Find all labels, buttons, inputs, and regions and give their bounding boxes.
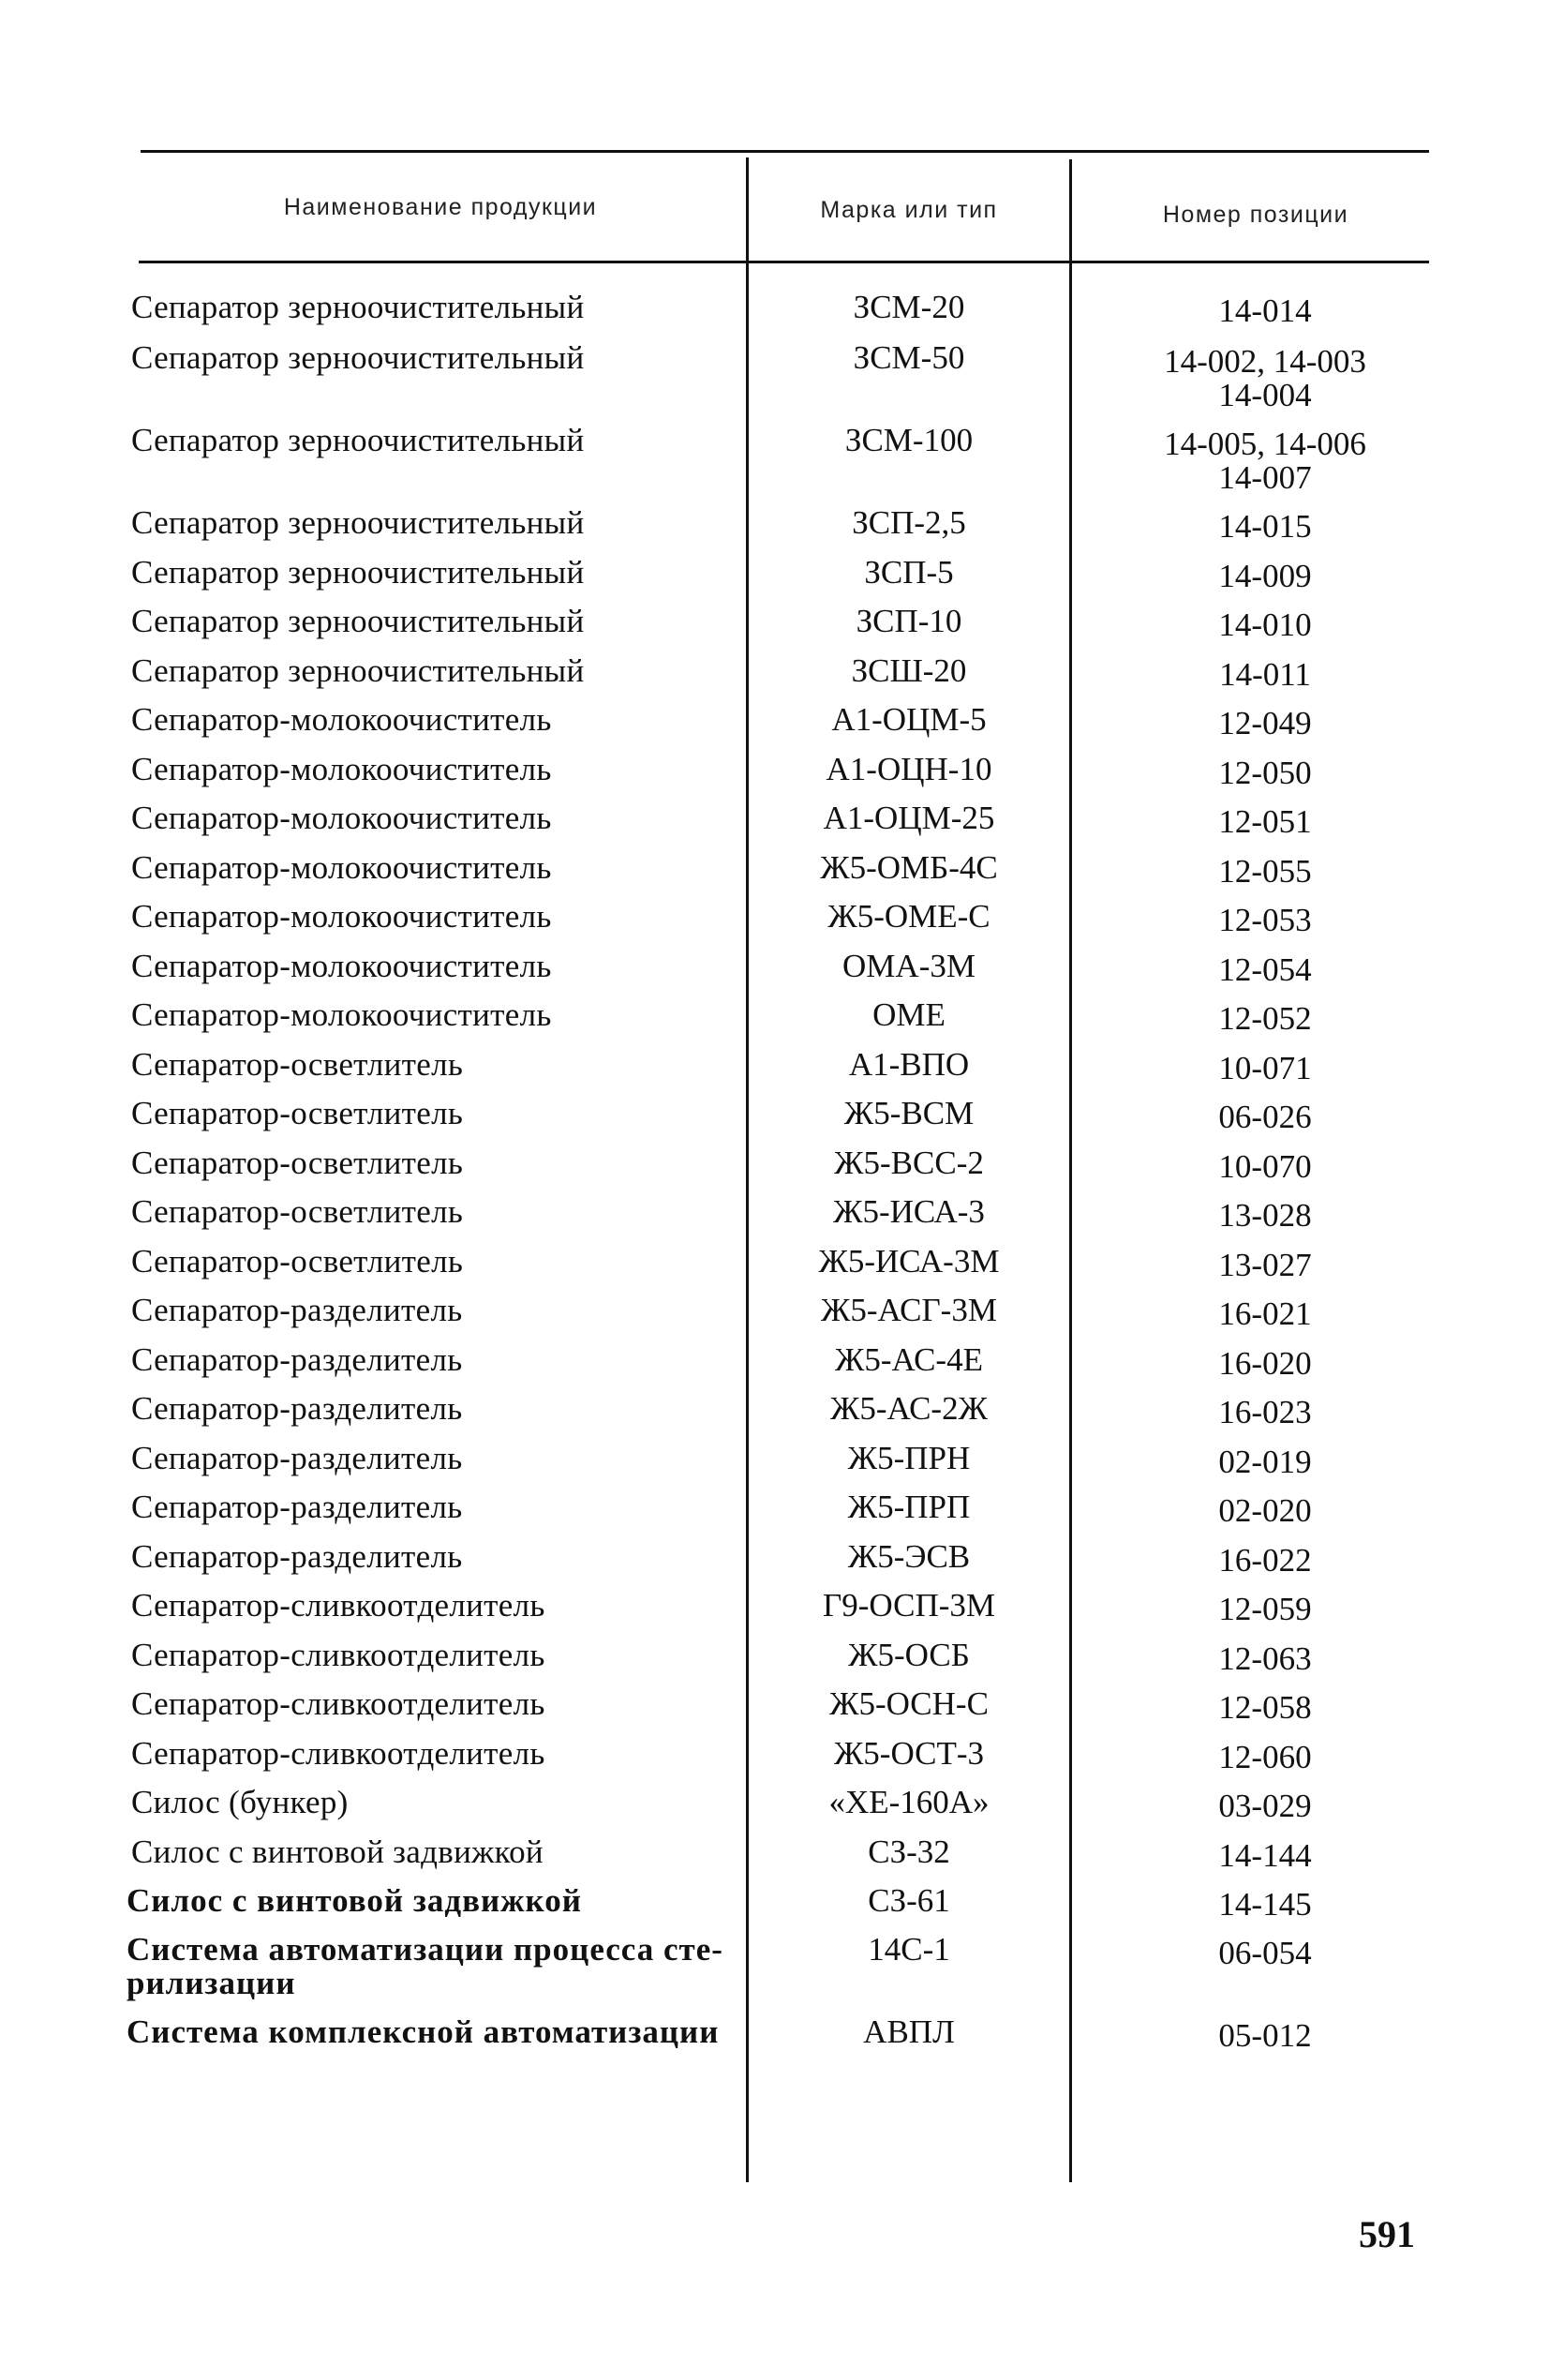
header-product-name: Наименование продукции xyxy=(283,194,598,220)
position-cell: 12-059 xyxy=(1218,1591,1312,1627)
type-cell: Г9-ОСП-3М xyxy=(823,1587,995,1624)
product-name-cell: Сепаратор зерноочистительный xyxy=(131,289,585,325)
type-cell: ЗСП-2,5 xyxy=(852,504,966,541)
type-cell: Ж5-ВСС-2 xyxy=(834,1145,984,1181)
product-name-cell: Сепаратор зерноочистительный xyxy=(131,339,585,376)
position-cell: 12-049 xyxy=(1218,705,1312,741)
type-cell: А1-ОЦМ-25 xyxy=(823,800,995,836)
product-name-cell: Сепаратор-молокоочиститель xyxy=(131,948,552,984)
type-cell: А1-ВПО xyxy=(848,1046,970,1083)
position-cell: 03-029 xyxy=(1218,1788,1312,1824)
type-cell: Ж5-АС-4Е xyxy=(835,1341,983,1378)
position-cell: 16-020 xyxy=(1218,1345,1312,1382)
type-cell: Ж5-ПРП xyxy=(847,1489,971,1525)
product-name-cell: Сепаратор зерноочистительный xyxy=(131,603,585,639)
type-cell: ЗСМ-20 xyxy=(853,289,965,325)
product-name-cell: Силос (бункер) xyxy=(131,1784,349,1820)
type-cell: ЗСП-5 xyxy=(864,554,954,591)
product-name-cell: Сепаратор-осветлитель xyxy=(131,1095,464,1131)
type-cell: Ж5-ОСБ xyxy=(848,1637,970,1673)
position-cell: 12-054 xyxy=(1218,951,1312,988)
type-cell: Ж5-ПРН xyxy=(847,1440,971,1476)
position-cell: 02-020 xyxy=(1218,1492,1312,1529)
product-name-cell: Сепаратор-разделитель xyxy=(131,1538,463,1575)
type-cell: ЗСМ-50 xyxy=(853,339,965,376)
type-cell: ОМЕ xyxy=(872,996,946,1033)
product-name-cell: Сепаратор-молокоочиститель xyxy=(131,996,552,1033)
position-cell: 14-009 xyxy=(1218,558,1312,594)
position-cell: 12-052 xyxy=(1218,1000,1312,1037)
type-cell: ЗСШ-20 xyxy=(851,652,967,689)
product-name-cell: Сепаратор-сливкоотделитель xyxy=(131,1637,545,1673)
position-cell: 16-022 xyxy=(1218,1542,1312,1579)
position-cell: 13-027 xyxy=(1218,1247,1312,1283)
type-cell: Ж5-ИСА-3М xyxy=(818,1243,1000,1280)
product-name-cell: Сепаратор-разделитель xyxy=(131,1489,463,1525)
top-rule xyxy=(141,150,1429,153)
product-name-cell: Силос с винтовой задвижкой xyxy=(131,1834,544,1870)
header-bottom-rule xyxy=(139,261,1429,263)
position-cell: 14-011 xyxy=(1219,656,1311,693)
product-name-cell: Сепаратор-разделитель xyxy=(131,1440,463,1476)
position-cell: 06-026 xyxy=(1218,1099,1312,1135)
position-cell: 02-019 xyxy=(1218,1444,1312,1480)
product-name-cell: Силос с винтовой задвижкой xyxy=(127,1882,582,1919)
product-name-cell: Сепаратор-осветлитель xyxy=(131,1243,464,1280)
product-name-cell: Сепаратор-сливкоотделитель xyxy=(131,1685,545,1722)
product-name-cell: Сепаратор-молокоочиститель xyxy=(131,849,552,886)
type-cell: СЗ-61 xyxy=(868,1882,950,1919)
product-name-cell: Сепаратор-молокоочиститель xyxy=(131,701,552,738)
page-number: 591 xyxy=(1359,2213,1415,2255)
product-name-cell: Сепаратор-разделитель xyxy=(131,1292,463,1328)
type-cell: ОМА-3М xyxy=(842,948,976,984)
position-cell: 13-028 xyxy=(1218,1197,1312,1234)
position-cell: 14-014 xyxy=(1218,292,1312,329)
type-cell: Ж5-ОСН-С xyxy=(829,1685,989,1722)
type-cell: Ж5-ЭСВ xyxy=(847,1538,971,1575)
product-name-cell: Сепаратор зерноочистительный xyxy=(131,504,585,541)
position-cell: 12-060 xyxy=(1218,1739,1312,1775)
position-cell: 16-021 xyxy=(1218,1295,1312,1332)
position-cell: 12-050 xyxy=(1218,755,1312,791)
product-name-cell: Система комплексной автоматизации xyxy=(127,2013,720,2050)
position-cell: 10-070 xyxy=(1218,1148,1312,1185)
product-name-cell: Сепаратор-молокоочиститель xyxy=(131,751,552,787)
type-cell: Ж5-ОМЕ-С xyxy=(827,898,990,935)
position-cell: 14-015 xyxy=(1218,508,1312,545)
column-divider-1 xyxy=(746,157,749,2182)
type-cell: Ж5-ОСТ-3 xyxy=(833,1735,985,1772)
product-name-cell: Сепаратор-молокоочиститель xyxy=(131,898,552,935)
type-cell: СЗ-32 xyxy=(868,1834,950,1870)
position-cell: 12-053 xyxy=(1218,902,1312,938)
product-name-cell: Сепаратор-разделитель xyxy=(131,1341,463,1378)
position-cell: 12-063 xyxy=(1218,1640,1312,1677)
type-cell: 14С-1 xyxy=(868,1931,950,1968)
product-name-cell: Сепаратор-разделитель xyxy=(131,1390,463,1427)
position-cell: 12-051 xyxy=(1218,803,1312,840)
type-cell: Ж5-ВСМ xyxy=(843,1095,975,1131)
position-cell: 12-058 xyxy=(1218,1689,1312,1726)
position-cell: 14-144 xyxy=(1218,1837,1312,1874)
position-cell: 06-054 xyxy=(1218,1935,1312,1971)
type-cell: «ХЕ-160А» xyxy=(828,1784,990,1820)
product-name-cell: Сепаратор-молокоочиститель xyxy=(131,800,552,836)
position-cell: 14-010 xyxy=(1218,606,1312,643)
product-name-cell: Сепаратор зерноочистительный xyxy=(131,554,585,591)
type-cell: ЗСМ-100 xyxy=(844,422,974,458)
header-type: Марка или тип xyxy=(820,197,998,223)
type-cell: Ж5-ИСА-3 xyxy=(833,1193,985,1230)
product-name-cell: Сепаратор-осветлитель xyxy=(131,1193,464,1230)
position-cell: 16-023 xyxy=(1218,1394,1312,1430)
type-cell: АВПЛ xyxy=(863,2013,955,2050)
position-cell: 05-012 xyxy=(1218,2017,1312,2054)
column-divider-2 xyxy=(1069,159,1072,2182)
header-position: Номер позиции xyxy=(1162,202,1349,228)
type-cell: А1-ОЦМ-5 xyxy=(831,701,987,738)
type-cell: Ж5-АСГ-3М xyxy=(821,1292,997,1328)
type-cell: Ж5-АС-2Ж xyxy=(830,1390,988,1427)
position-cell: 14-002, 14-003 14-004 xyxy=(1164,343,1366,413)
product-name-cell: Сепаратор-осветлитель xyxy=(131,1046,464,1083)
type-cell: ЗСП-10 xyxy=(856,603,962,639)
product-name-cell: Сепаратор-осветлитель xyxy=(131,1145,464,1181)
product-name-cell: Сепаратор-сливкоотделитель xyxy=(131,1735,545,1772)
position-cell: 14-145 xyxy=(1218,1886,1312,1923)
product-name-cell: Сепаратор зерноочистительный xyxy=(131,422,585,458)
position-cell: 14-005, 14-006 14-007 xyxy=(1164,426,1366,496)
type-cell: Ж5-ОМБ-4С xyxy=(820,849,998,886)
position-cell: 12-055 xyxy=(1218,853,1312,890)
product-name-cell: Сепаратор зерноочистительный xyxy=(131,652,585,689)
type-cell: А1-ОЦН-10 xyxy=(826,751,992,787)
product-name-cell: Система автоматизации процесса сте- рилизации xyxy=(127,1931,723,2001)
product-name-cell: Сепаратор-сливкоотделитель xyxy=(131,1587,545,1624)
position-cell: 10-071 xyxy=(1218,1050,1312,1086)
